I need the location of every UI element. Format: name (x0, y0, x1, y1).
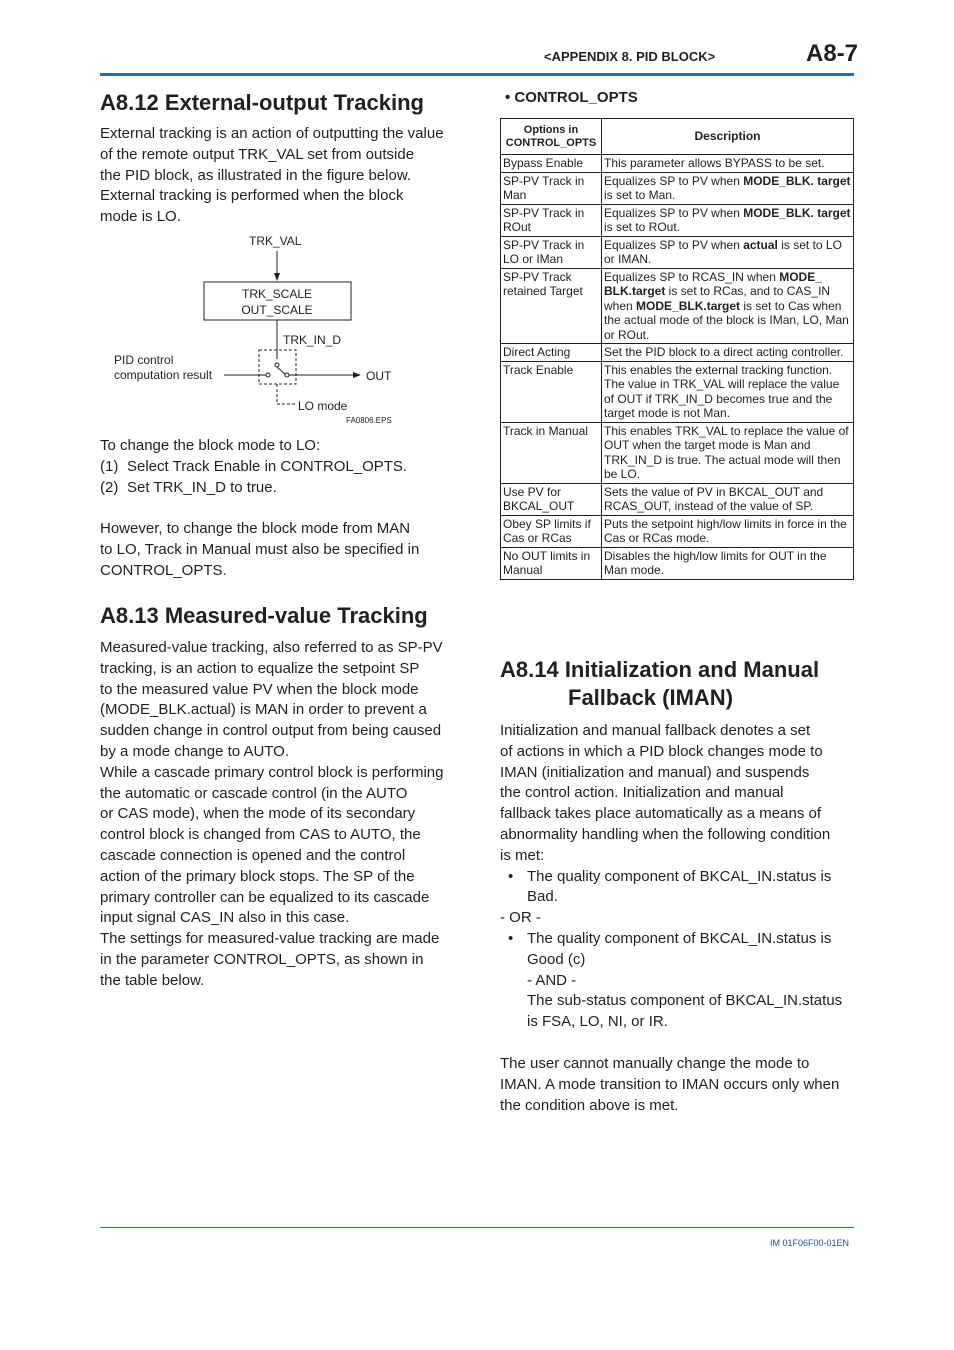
option-description-cell (602, 344, 854, 362)
para-line: sudden change in control output from being caused (100, 722, 442, 740)
para-line: in the parameter CONTROL_OPTS, as shown in (100, 950, 424, 968)
option-name-cell: Track in Manual (501, 422, 602, 483)
header-rule (100, 73, 854, 76)
para-line: The settings for measured-value tracking are made (100, 930, 440, 948)
bullet-item (508, 867, 856, 888)
para-line: to the measured value PV when the block mode (100, 680, 419, 698)
table-row (501, 236, 854, 268)
option-name-cell: No OUT limits in Manual (501, 547, 602, 579)
para-line: input signal CAS_IN also in this case. (100, 909, 350, 927)
description-segment: Set the PID block to a direct acting controller. (604, 345, 844, 359)
description-bold-segment: MODE_BLK. target (743, 173, 851, 188)
doc-id: IM 01F06F00-01EN (770, 1238, 850, 1248)
para-line: the table below. (100, 971, 205, 989)
para-line: IMAN (initialization and manual) and suspends (500, 763, 810, 781)
description-segment: is set to RCas, and to CAS_IN when (604, 284, 831, 313)
switch-contact-left (266, 373, 270, 377)
a8-14-closing (500, 1054, 856, 1116)
a8-12-however (100, 519, 458, 581)
para-line: or CAS mode), when the mode of its secondary (100, 805, 416, 823)
step-number: (1) (100, 457, 119, 475)
para-line: Initialization and manual fallback denotes a set (500, 722, 811, 739)
para-line: primary controller can be equalized to its cascade (100, 888, 430, 906)
table-header-row (501, 119, 854, 155)
para-line: to LO, Track in Manual must also be specified in (100, 540, 420, 558)
description-segment: Disables the high/low limits for OUT in the Man mode. (604, 548, 827, 577)
section-title-a8-13: A8.13 Measured-value Tracking (100, 603, 428, 628)
a8-12-intro (100, 124, 458, 228)
para-line: The user cannot manually change the mode to (500, 1055, 810, 1072)
table-row (501, 344, 854, 362)
table-row (501, 361, 854, 422)
table-row (501, 483, 854, 515)
para-line: the condition above is met. (500, 1096, 679, 1114)
option-name-cell: SP-PV Track in ROut (501, 204, 602, 236)
col-header-options (501, 119, 602, 155)
a8-12-procedure (100, 436, 458, 498)
para-line: of the remote output TRK_VAL set from outside (100, 145, 415, 163)
description-segment: Equalizes SP to PV when (604, 205, 744, 220)
description-segment: is set to ROut. (604, 220, 681, 234)
para-line: abnormality handling when the following condition (500, 825, 831, 843)
para-line: IMAN. A mode transition to IMAN occurs only when (500, 1075, 840, 1093)
change-intro: To change the block mode to LO: (100, 437, 321, 454)
description-segment: Equalizes SP to PV when (604, 237, 744, 252)
page-number: A8-7 (806, 40, 859, 67)
description-segment: is set to LO or IMAN. (604, 237, 842, 266)
bullet-continuation: Good (c) (527, 950, 586, 968)
para-line: External tracking is performed when the block (100, 187, 404, 205)
description-bold-segment: actual (743, 237, 778, 252)
step-text: Set TRK_IN_D to true. (127, 478, 277, 496)
trk-val-label: TRK_VAL (249, 234, 302, 248)
lo-mode-label: LO mode (298, 399, 348, 413)
para-line: by a mode change to AUTO. (100, 742, 290, 760)
option-name-cell: SP-PV Track in LO or IMan (501, 236, 602, 268)
description-bold-segment: MODE_BLK.target (636, 298, 741, 313)
option-description-cell (602, 422, 854, 483)
switch-contact-top (275, 363, 279, 367)
switch-lever (277, 367, 286, 375)
bullet-item (508, 929, 856, 950)
table-body (501, 155, 854, 580)
option-name-cell: SP-PV Track retained Target (501, 268, 602, 344)
pid-label-line1: PID control (114, 353, 174, 367)
para-line: Measured-value tracking, also referred to as SP-PV (100, 639, 443, 656)
option-description-cell (602, 515, 854, 547)
description-segment: This parameter allows BYPASS to be set. (604, 156, 825, 170)
option-description-cell (602, 204, 854, 236)
bullet-continuation: is FSA, LO, NI, or IR. (527, 1013, 668, 1031)
bullet-text: The quality component of BKCAL_IN.status is (527, 867, 832, 885)
scale-box-line1: TRK_SCALE (241, 287, 313, 301)
option-description-cell (602, 172, 854, 204)
table-row (501, 204, 854, 236)
option-description-cell (602, 361, 854, 422)
description-bold-segment: MODE_ BLK.target (604, 269, 822, 298)
para-line: fallback takes place automatically as a means of (500, 805, 821, 823)
option-description-cell (602, 268, 854, 344)
or-separator: - OR - (500, 909, 541, 927)
table-row (501, 172, 854, 204)
pid-label-line2: computation result (114, 368, 213, 382)
control-opts-table-wrap (500, 118, 854, 580)
para-line: tracking, is an action to equalize the setpoint SP (100, 659, 420, 677)
step-number: (2) (100, 478, 119, 496)
option-description-cell (602, 547, 854, 579)
and-separator: - AND - (527, 971, 577, 989)
para-line: the control action. Initialization and manual (500, 784, 784, 802)
control-opts-title: • CONTROL_OPTS (505, 89, 638, 106)
step-item (100, 478, 458, 499)
step-text: Select Track Enable in CONTROL_OPTS. (127, 457, 408, 475)
option-name-cell: Direct Acting (501, 344, 602, 362)
section-title-a8-12: A8.12 External-output Tracking (100, 90, 424, 115)
para-line: External tracking is an action of outputting the value (100, 125, 444, 142)
option-description-cell (602, 483, 854, 515)
bullet-dot: • (508, 929, 514, 947)
a8-14-body (500, 721, 856, 1033)
bullet-continuation: Bad. (527, 888, 558, 906)
step-item (100, 457, 458, 478)
bullet-dot: • (508, 867, 514, 885)
control-opts-table (500, 118, 854, 580)
a8-13-body (100, 638, 458, 992)
table-row (501, 268, 854, 344)
option-name-cell: Bypass Enable (501, 155, 602, 173)
option-name-cell: Use PV for BKCAL_OUT (501, 483, 602, 515)
description-segment: Equalizes SP to PV when (604, 173, 744, 188)
tracking-diagram (100, 226, 460, 432)
option-name-cell: Track Enable (501, 361, 602, 422)
section-title-a8-14-line2: Fallback (IMAN) (568, 685, 734, 710)
section-title-a8-14 (500, 656, 856, 712)
col-header-options-line2: CONTROL_OPTS (505, 136, 597, 149)
figure-id: FA0806.EPS (346, 416, 392, 425)
description-segment: Sets the value of PV in BKCAL_OUT and RCAS_OUT, instead of the value of SP. (604, 484, 824, 513)
para-line: CONTROL_OPTS. (100, 561, 227, 579)
para-line: While a cascade primary control block is performing (100, 763, 444, 781)
para-line: mode is LO. (100, 208, 181, 226)
section-title-a8-14-line1: A8.14 Initialization and Manual (500, 657, 820, 682)
description-bold-segment: MODE_BLK. target (743, 205, 851, 220)
para-line: (MODE_BLK.actual) is MAN in order to prevent a (100, 701, 427, 719)
table-row (501, 547, 854, 579)
scale-box-line2: OUT_SCALE (241, 303, 313, 317)
table-row (501, 422, 854, 483)
lo-mode-leader (277, 384, 296, 404)
out-label: OUT (366, 369, 392, 383)
para-line: However, to change the block mode from MAN (100, 520, 411, 537)
para-line: is met: (500, 846, 545, 864)
description-segment: Equalizes SP to RCAS_IN when (604, 269, 780, 284)
description-segment: Puts the setpoint high/low limits in force in the Cas or RCas mode. (604, 516, 847, 545)
description-segment: This enables TRK_VAL to replace the value of OUT when the target mode is Man and TRK_IN_D is true. The actual mode will then be LO. (604, 423, 849, 481)
bullet-text: The quality component of BKCAL_IN.status is (527, 929, 832, 947)
trk-in-d-label: TRK_IN_D (283, 333, 342, 347)
chapter-header: <APPENDIX 8. PID BLOCK> (544, 49, 716, 64)
para-line: of actions in which a PID block changes mode to (500, 742, 823, 760)
table-row (501, 515, 854, 547)
description-segment: is set to Man. (604, 188, 676, 202)
para-line: action of the primary block stops. The SP of the (100, 867, 415, 885)
description-segment: This enables the external tracking function. The value in TRK_VAL will replace the value of OUT if TRK_IN_D becomes true and the target mode is not Man. (604, 362, 840, 420)
option-name-cell: SP-PV Track in Man (501, 172, 602, 204)
option-name-cell: Obey SP limits if Cas or RCas (501, 515, 602, 547)
bullet-continuation: The sub-status component of BKCAL_IN.status (527, 992, 843, 1010)
para-line: the automatic or cascade control (in the AUTO (100, 784, 408, 802)
footer-rule (100, 1227, 854, 1228)
col-header-options-line1: Options in (523, 123, 579, 136)
option-description-cell (602, 236, 854, 268)
para-line: cascade connection is opened and the control (100, 846, 406, 864)
table-row (501, 155, 854, 173)
option-description-cell (602, 155, 854, 173)
switch-contact-right (285, 373, 289, 377)
description-segment: is set to Cas when the actual mode of the block is IMan, LO, Man or ROut. (604, 298, 849, 342)
col-header-description: Description (602, 119, 854, 155)
para-line: the PID block, as illustrated in the figure below. (100, 166, 412, 184)
para-line: control block is changed from CAS to AUTO, the (100, 826, 421, 844)
